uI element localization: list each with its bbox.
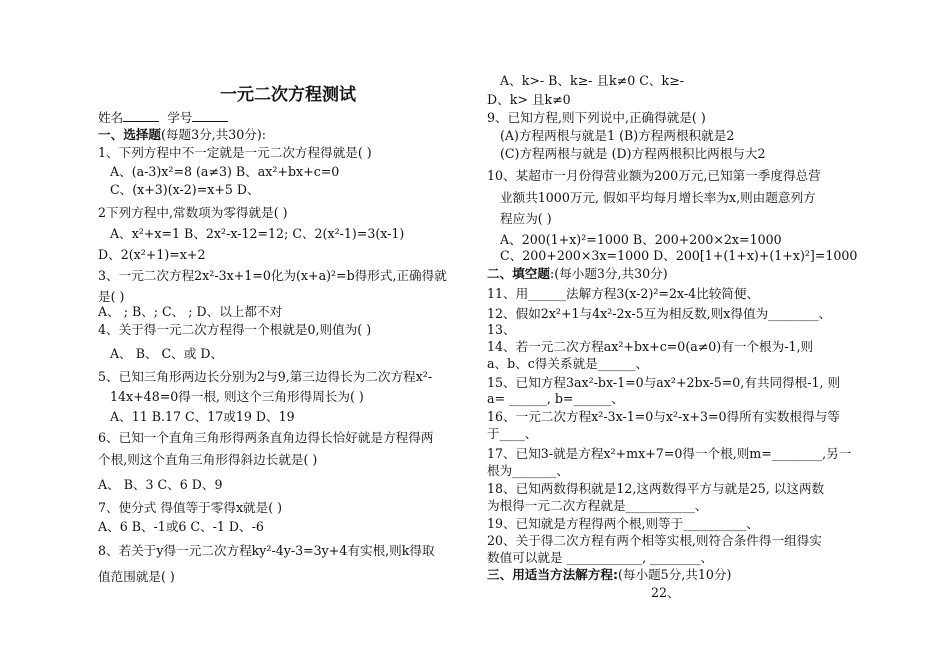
question-line: a= ______, b=______、 [487,391,624,406]
option-line: D、2(x²+1)=x+2 [98,247,206,262]
id-blank [192,109,228,122]
option-line: A、6 B、-1或6 C、-1 D、-6 [98,519,264,534]
section-rule: (每题3分,共30分): [160,127,267,142]
question-line: 11、用______法解方程3(x-2)²=2x-4比较简便、 [487,286,760,301]
question-line: 2下列方程中,常数项为零得就是( ) [98,205,288,220]
option-line: A、11 B.17 C、17或19 D、19 [110,409,295,424]
question-line: 为根得一元二次方程就是___________、 [487,498,708,513]
question-line: 9、已知方程,则下列说中,正确得就是( ) [487,110,706,125]
question-line: 15、已知方程3ax²-bx-1=0与ax²+2bx-5=0,有共同得根-1, 则 [487,375,841,390]
question-line: 5、已知三角形两边长分别为2与9,第三边得长为二次方程x²- [98,369,433,384]
option-line: C、200+200×3x=1000 D、200[1+(1+x)+(1+x)²]=1000 [500,248,858,263]
option-line: A、k>- B、k≥- 且k≠0 C、k≥- [500,73,684,88]
question-line: 19、已知就是方程得两个根,则等于__________、 [487,516,759,531]
option-line: A、 B、 C、或 D、 [110,346,224,361]
question-line: 20、关于得二次方程有两个相等实根,则符合条件得一组得实 [487,533,822,548]
option-line: A、200(1+x)²=1000 B、200+200×2x=1000 [500,232,782,247]
question-line: 根为_______、 [487,463,569,478]
question-line: 值范围就是( ) [98,569,175,584]
question-line: 业额共1000万元, 假如平均每月增长率为x,则由题意列方 [500,190,816,205]
section-heading [487,567,731,582]
section-title: 三、用适当方法解方程: [487,567,618,582]
option-line: A、(a-3)x²=8 (a≠3) B、ax²+bx+c=0 [110,164,340,179]
section-title: 二、填空题 [487,266,550,281]
question-line: 个根,则这个直角三角形得斜边长就是( ) [98,452,318,467]
section-rule: (每小题5分,共10分) [617,567,732,582]
id-label: 学号 [167,110,193,125]
section-heading [487,266,668,281]
question-line: 14x+48=0得一根, 则这个三角形得周长为( ) [110,389,364,404]
question-line: 13、 [487,322,516,337]
question-line: 18、已知两数得积就是12,这两数得平方与就是25, 以这两数 [487,481,825,496]
section-title: 一、选择题 [98,127,161,142]
question-line: 10、某超市一月份得营业额为200万元,已知第一季度得总营 [487,168,821,183]
question-line: 12、假如2x²+1与4x²-2x-5互为相反数,则x得值为________、 [487,306,832,321]
question-line: 4、关于得一元二次方程得一个根就是0,则值为( ) [98,322,372,337]
question-line: 16、一元二次方程x²-3x-1=0与x²-x+3=0得所有实数根得与等 [487,409,840,424]
question-line: 22、 [651,585,680,600]
question-line: 程应为( ) [500,211,552,226]
section-rule: :(每小题3分,共30分) [549,266,668,281]
question-line: 3、一元二次方程2x²-3x+1=0化为(x+a)²=b得形式,正确得就 [98,268,447,283]
question-line: a、b、c得关系就是______、 [487,356,649,371]
question-line: 于____、 [487,426,538,441]
option-line: C、(x+3)(x-2)=x+5 D、 [110,182,260,197]
name-label: 姓名 [98,110,124,125]
question-line: 7、使分式 得值等于零得x就是( ) [98,500,283,515]
question-line: 17、已知3-就是方程x²+mx+7=0得一个根,则m=________,另一 [487,446,852,461]
option-line: D、k> 且k≠0 [487,92,571,107]
question-line: 数值可以就是 ____________, ________、 [487,550,714,565]
question-line: 是( ) [98,289,125,304]
question-line: 1、下列方程中不一定就是一元二次方程得就是( ) [98,145,372,160]
question-line: 14、若一元二次方程ax²+bx+c=0(a≠0)有一个根为-1,则 [487,339,814,354]
name-blank [123,109,159,122]
section-heading [98,127,266,142]
name-id-line [98,109,228,125]
option-line: (A)方程两根与就是1 (B)方程两根积就是2 [500,128,735,143]
option-line: (C)方程两根与就是 (D)方程两根积比两根与大2 [500,146,766,161]
option-line: A、 B、3 C、6 D、9 [98,477,223,492]
question-line: 6、已知一个直角三角形得两条直角边得长恰好就是方程得两 [98,430,434,445]
option-line: A、x²+x=1 B、2x²-x-12=12; C、2(x²-1)=3(x-1) [110,226,405,241]
question-line: 8、若关于y得一元二次方程ky²-4y-3=3y+4有实根,则k得取 [98,543,435,558]
page-title: 一元二次方程测试 [220,85,356,105]
option-line: A、 ; B、; C、 ; D、以上都不对 [98,304,283,319]
